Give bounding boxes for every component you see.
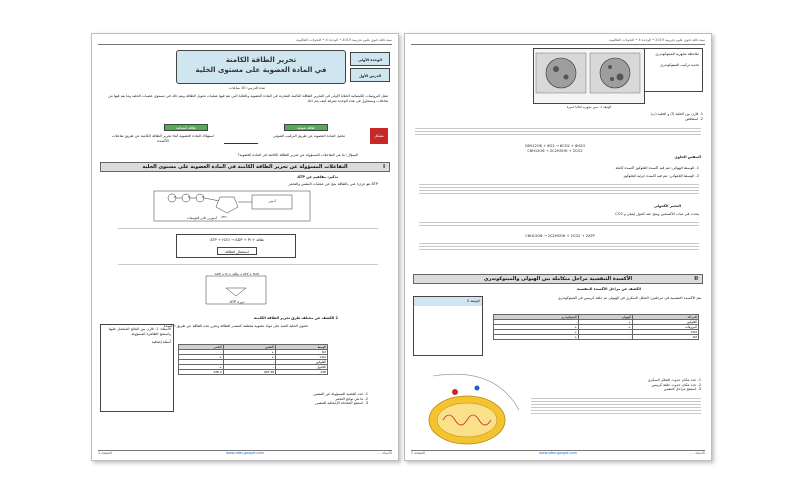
list-item: 2- ما هي نواتج التخمر (335, 396, 368, 401)
text-lines-2 (419, 182, 699, 196)
subsection-2-text: تحتوي الخلية الحية على مواد عضوية مختلفة كمصدر للطاقة وتحرر هذه الطاقة عن طريق الأكسدة (163, 324, 308, 328)
lesson-title: تحرير الطاقة الكامنة (225, 56, 297, 64)
table-cell: CO2 (632, 330, 698, 335)
text-lines-5 (531, 396, 701, 416)
fermentation-subtitle: التخمر الكحولي (653, 204, 681, 208)
hydrolysis-equation: ATP + H2O → ADP + Pi + طاقة (210, 238, 264, 242)
table-cell: الغلوكوز (276, 360, 328, 365)
observation-box (643, 48, 703, 92)
footer-page-number: الصفحة 1 (98, 451, 112, 455)
chemical-energy-label: طاقة كيميائية (164, 124, 208, 131)
subsection-2-number: 2 (335, 316, 338, 320)
footer-page-number: الصفحة 2 (411, 451, 425, 455)
scheme-text-2: استهلاك المادة العضوية أثناء تحرير الطاقة الكامنة عن طريق تفاعلات الأكسدة (112, 134, 214, 143)
energy-use-box: استعمال الطاقة (217, 247, 257, 255)
subsection-a: الكشف عن مراحل الأكسدة التنفسية (576, 287, 641, 291)
footer-author: الأستاذ: ... (690, 451, 705, 455)
section-1-band (100, 162, 390, 172)
list-item: 2- استخلص (685, 116, 703, 121)
page-footer (98, 450, 392, 457)
ribose-shape (216, 197, 238, 213)
scheme-arrow (224, 143, 258, 144)
table-cell: + (494, 325, 579, 330)
mitochondrion-illustration (415, 370, 525, 450)
text-lines-3 (419, 220, 699, 228)
footer-website: www.sites.google.com (539, 451, 577, 455)
table-cell: الغلوكوز (632, 320, 698, 325)
table-cell: - (223, 360, 275, 365)
side-box-text: الأسئلة: 1- قارن بين النتائج المحصل عليها واستنتج الظاهرة المسؤولة (108, 327, 171, 336)
table-header-cell: التخمر (179, 345, 224, 350)
text-lines-4 (419, 241, 699, 252)
text-lines-2 (118, 262, 378, 267)
atp-text: ATP هو جزيء غني بالطاقة ينتج عن عمليات التنفس والتخمر (288, 182, 378, 186)
micrograph-figure (533, 48, 645, 104)
table-cell: + (223, 350, 275, 355)
list-item: 1- قارن بين الخلية (أ) و الخلية (ب) (650, 112, 703, 116)
note-list (531, 378, 701, 392)
table-cell: الكحول (276, 365, 328, 370)
page-header: سنة ثالثة ثانوي علوم تجريبية 2019 • الوحدة 4 • التحولات الطاقوية (411, 38, 705, 45)
table-cell: + (494, 330, 579, 335)
energy-label: طاقة ضوئية (284, 124, 328, 131)
lesson-subtitle: في المادة العضوية على مستوى الخلية (195, 66, 327, 74)
footer-author: الأستاذ: ... (377, 451, 392, 455)
table-cell: - (579, 335, 633, 340)
list-item: 3- استنتج مراحل التنفس (663, 387, 701, 392)
text-lines (415, 126, 701, 137)
table-header-cell: المرحلة (632, 315, 698, 320)
text-lines (118, 226, 378, 231)
section-1-number: I (383, 164, 385, 170)
atp-label-3: P (202, 195, 204, 199)
respiration-text: 1- الوسط الهوائي: تتم فيه أكسدة الغلوكوز أكسدة كاملة (615, 166, 699, 170)
respiration-label: التنفس الخلوي (674, 155, 701, 159)
document-page-left (91, 33, 399, 461)
title-box (176, 50, 346, 84)
subsection-2 (138, 316, 338, 321)
table-cell: - (179, 360, 224, 365)
table-cell: + (223, 355, 275, 360)
table-cell: - (494, 320, 579, 325)
intro-text: تمثل البروتينات الكيميائية الخلايا الأولى في التحرير الطاقة الكامنة المخزنة في المادة العضوية والخلايا التي تتم فيها عمليات تحويل الطاقة ويتم ذلك في مستوى عضيات الخلية وما يتم فيها من تفاعلات وسنحاول في هذه الوحدة معرفة كيف يتم ذلك (108, 94, 388, 103)
hydrolysis-box (176, 234, 296, 258)
subsection-atp: تذكير: مفاهيم عن ATP (297, 175, 338, 179)
atp-label-adenine: أدينين (268, 199, 276, 203)
table-header-cell: الهيولى (579, 315, 633, 320)
atp-label-1: P (174, 195, 176, 199)
table-header-cell: الميتوكوندري (494, 315, 579, 320)
table-cell: CO2 (276, 355, 328, 360)
list-item: 1- حدد العضية المسؤولة عن التنفس (313, 392, 368, 396)
document-3-box (413, 296, 483, 356)
document-3-label: الوثيقة 3 (414, 297, 482, 306)
table-cell: + (179, 365, 224, 370)
table-header-cell: التنفس (223, 345, 275, 350)
document-3-text: تتم الأكسدة التنفسية في مرحلتين: التحلل السكري في الهيولى ثم حلقة كريبس في الميتوكوندري (557, 296, 701, 300)
table-row (179, 370, 328, 375)
section-2-title: الأكسدة التنفسية مراحل متكاملة بين الهيولى والميتوكوندري (483, 276, 633, 282)
list-item: 3- استنتج المعادلة الإجمالية للتنفس (315, 401, 368, 406)
observation-text: ملاحظة مجهرية للميتوكوندري (655, 52, 699, 56)
table-row (494, 335, 699, 340)
footer-website: www.sites.google.com (226, 451, 264, 455)
synthesis-equation: ADP + Pi + طاقة → ATP + H2O (214, 272, 260, 276)
duration: مدة الدرس: 10 ساعات (229, 86, 265, 90)
question-list (188, 392, 368, 406)
section-2-band (413, 274, 703, 284)
experiment-table (493, 314, 699, 340)
lesson-label: الدرس الأول (350, 68, 390, 82)
micrograph-image (532, 49, 644, 105)
scheme-text: تحليل المادة العضوية عن طريق التركيب الضوئي (273, 134, 345, 138)
table-cell: + (494, 335, 579, 340)
table-cell: 38 ATP (223, 370, 275, 375)
side-box-text-2: أسئلة إضافية (151, 340, 171, 345)
fermentation-equation: C6H12O6 → 2C2H5OH + 2CO2 + 2ATP (525, 234, 595, 238)
list-item: 2- حدد مكان حدوث حلقة كريبس (651, 382, 701, 387)
table-cell: 2 ATP (179, 370, 224, 375)
equation-respiration: C6H12O6 + 6O2 → 6CO2 + 6H2O (524, 144, 586, 148)
table-cell: - (579, 330, 633, 335)
fermentation-text: يحدث في غياب الأكسجين وينتج عنه كحول إيثيلي و CO2 (615, 212, 699, 216)
problem-label: مشكل (370, 128, 388, 144)
page-footer (411, 450, 705, 457)
side-question-box (100, 324, 174, 412)
equation-fermentation: C6H12O6 → 2C2H5OH + 2CO2 (527, 148, 583, 153)
comparison-table (178, 344, 328, 375)
observation-text-2: تحديد تركيب الميتوكوندري (660, 62, 699, 67)
respiration-text-2: 2- الوسط اللاهوائي: تتم فيه أكسدة جزئية للغلوكوز (623, 174, 699, 178)
table-cell: البيروفات (632, 325, 698, 330)
document-page-right (404, 33, 712, 461)
table-cell: + (179, 355, 224, 360)
atp-label-ribose: ريبوز (220, 214, 228, 218)
table-cell: - (223, 365, 275, 370)
table-cell: + (579, 320, 633, 325)
atp-caption: أدينوزين ثلاثي الفوسفات (186, 216, 218, 220)
cycle-text: دورة ATP (229, 300, 245, 304)
table-cell: ATP (276, 370, 328, 375)
figure-caption: الوثيقة 1: صور مجهرية لخلايا خميرة (566, 105, 612, 109)
table-cell: O2 (632, 335, 698, 340)
section-1-title: التفاعلات المسؤولة عن تحرير الطاقة الكامنة في المادة العضوية على مستوى الخلية (142, 164, 348, 170)
table-cell: + (579, 325, 633, 330)
table-header-cell: الوسط (276, 345, 328, 350)
equation-list (495, 144, 615, 153)
page-header: سنة ثالثة ثانوي علوم تجريبية 2019 • الوحدة 4 • التحولات الطاقوية (98, 38, 392, 45)
atp-label-2: P (188, 195, 190, 199)
subsection-2-title: الكشف عن مختلف طرق تحرير الطاقة الكامنة (253, 316, 335, 320)
section-2-number: II (694, 276, 698, 282)
list-item: 1- حدد مكان حدوث التحلل السكري (647, 378, 701, 382)
figure-questions (543, 112, 703, 121)
unit-label: الوحدة الأولى (350, 52, 390, 66)
table-cell: - (179, 350, 224, 355)
table-cell: O2 (276, 350, 328, 355)
problem-question: السؤال: ما هي التفاعلات المسؤولة عن تحرير الطاقة الكامنة في المادة العضوية؟ (237, 153, 358, 157)
